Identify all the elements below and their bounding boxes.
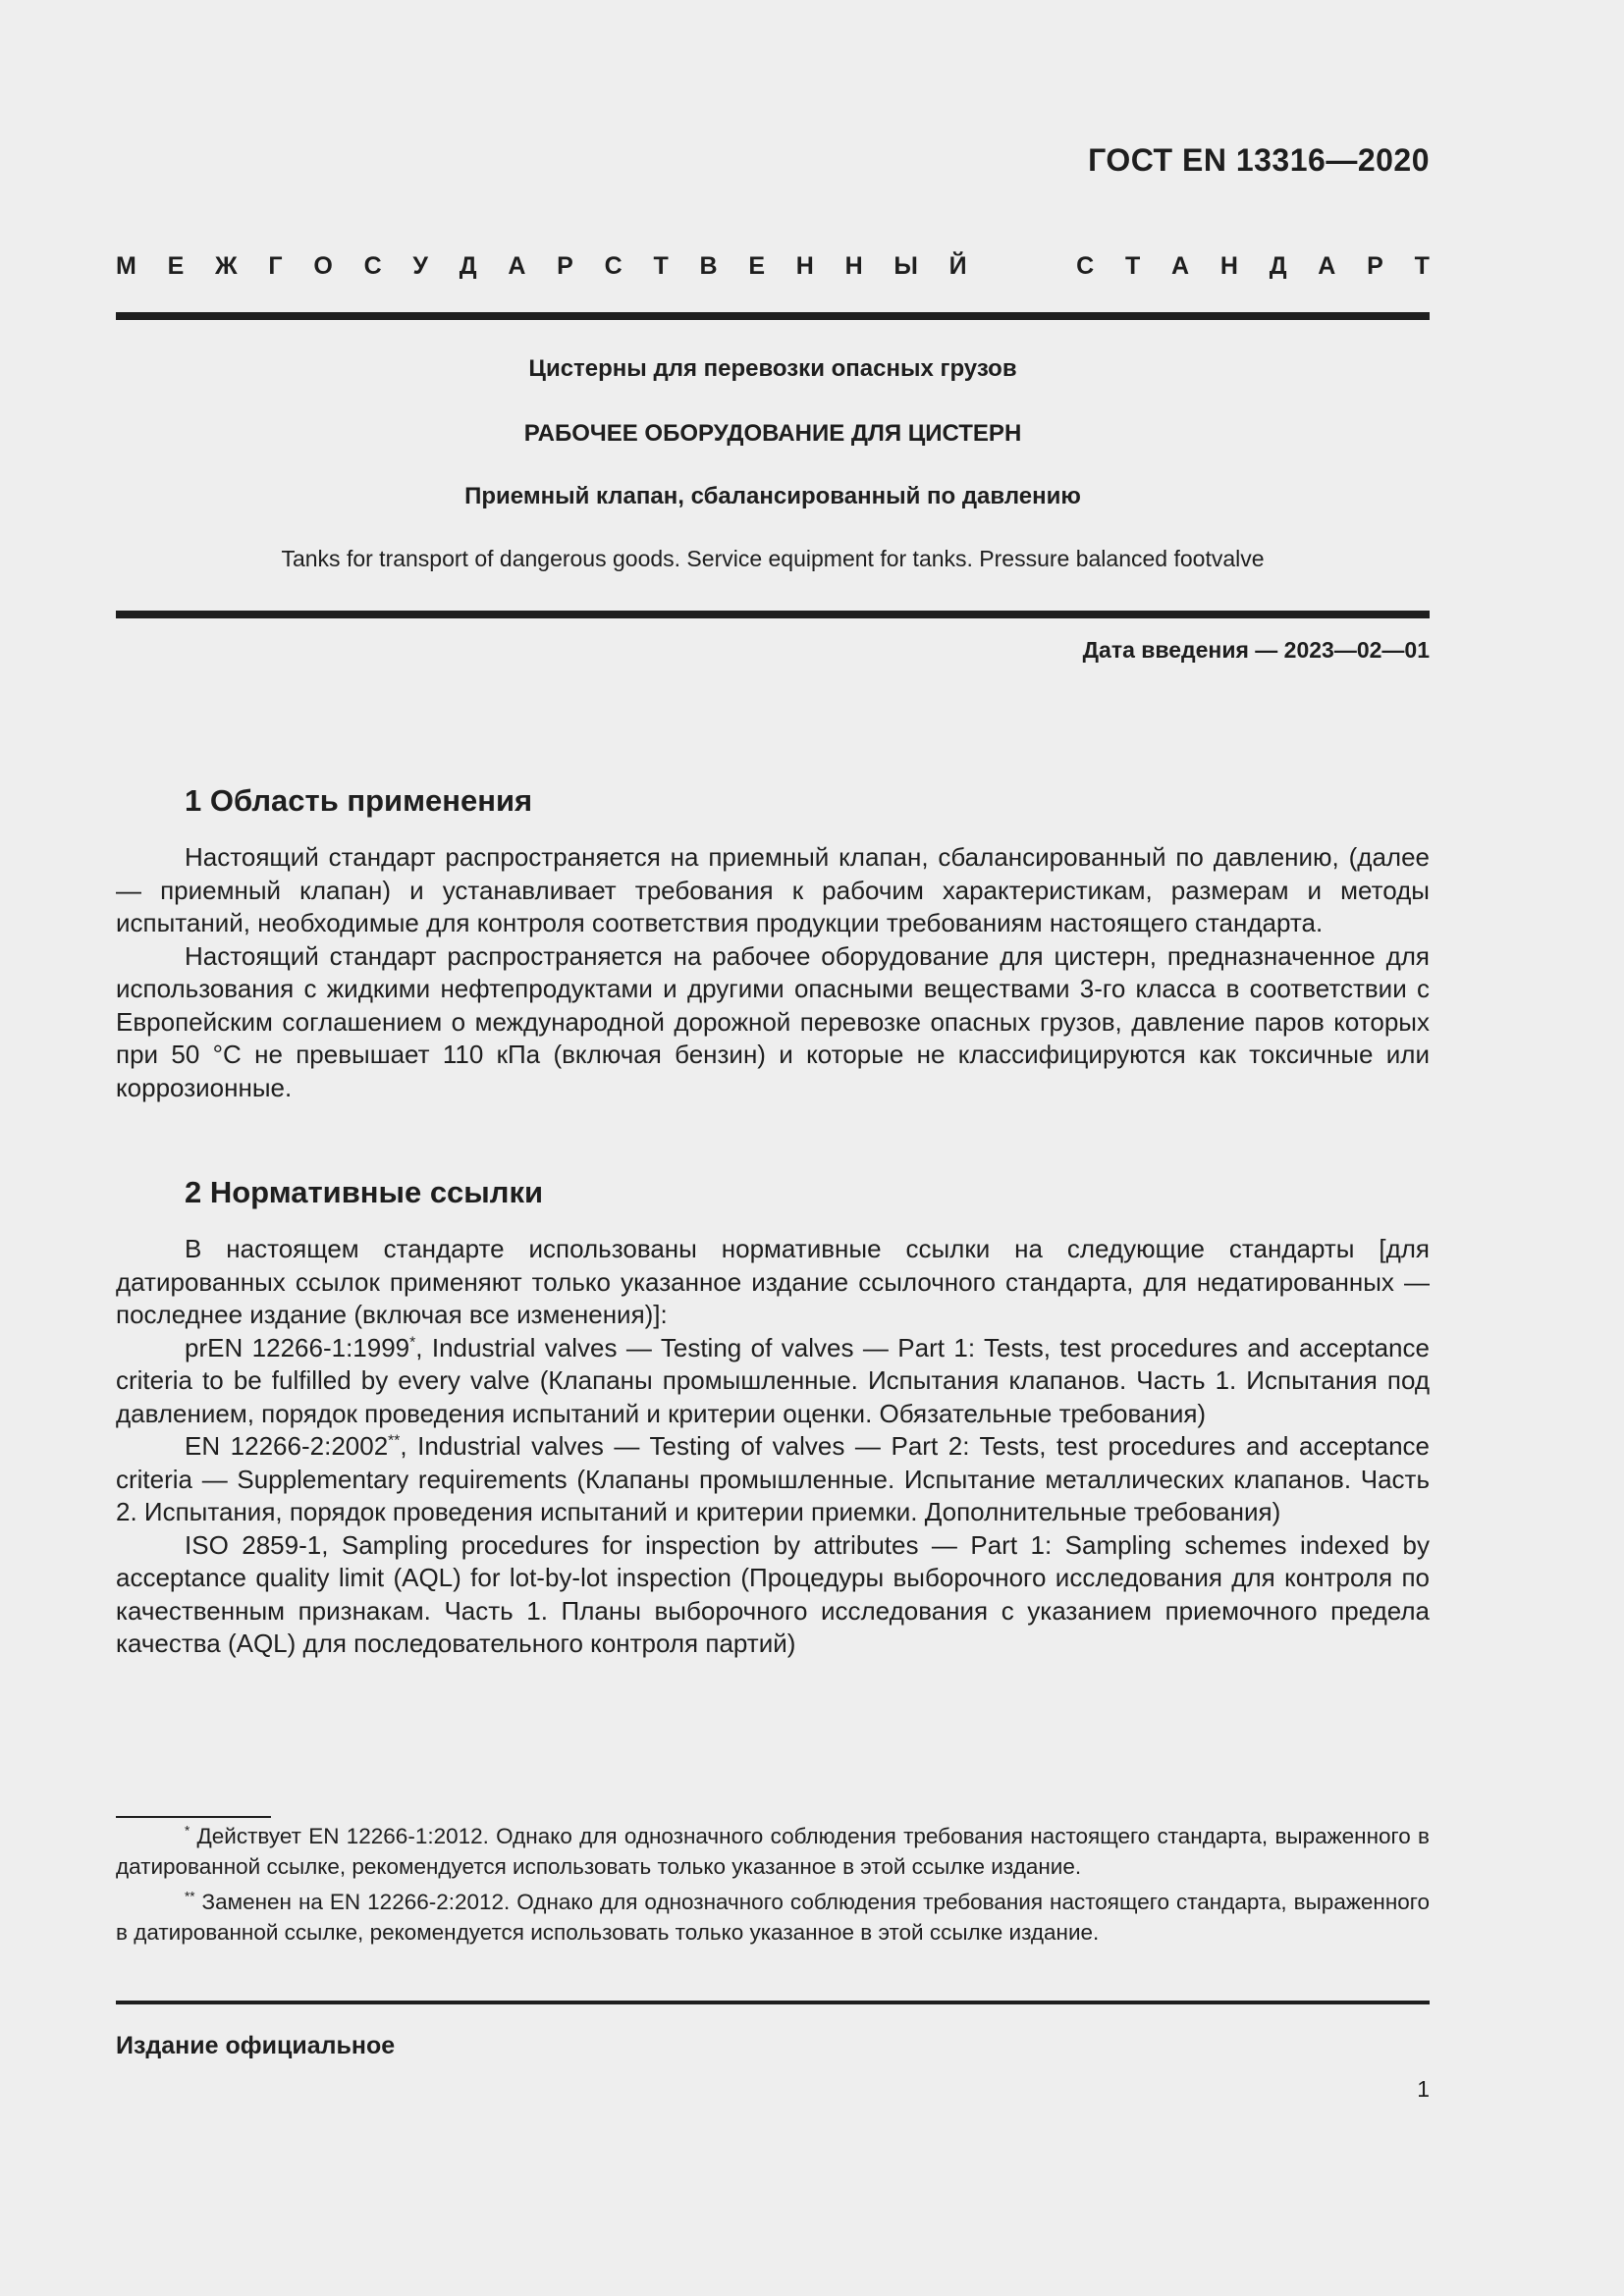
footnotes	[116, 1822, 1430, 1953]
standard-id: ГОСТ EN 13316—2020	[1088, 142, 1430, 178]
introduction-date: Дата введения — 2023—02—01	[1082, 637, 1430, 663]
footnote-marker: **	[388, 1432, 401, 1450]
category-letter: Е	[748, 252, 765, 280]
category-letter: С	[363, 252, 382, 280]
title-english: Tanks for transport of dangerous goods. Service equipment for tanks. Pressure balanced footvalve	[281, 546, 1265, 571]
category-letter: А	[1171, 252, 1190, 280]
category-letter: Р	[1367, 252, 1383, 280]
header-divider	[116, 312, 1430, 320]
footnote-text: Действует EN 12266-1:2012. Однако для однозначного соблюдения требования настоящего стандарта, выраженного в датированной ссылке, рекомендуется использовать только указанное в этой ссылке издание.	[116, 1824, 1430, 1879]
official-edition-label: Издание официальное	[116, 2032, 396, 2059]
reference-text: , Industrial valves — Testing of valves — Part 1: Tests, test procedures and acceptance criteria to be fulfilled by every valve (Клапаны промышленные. Испытания клапанов. Часть 1. Испытания под давлением, порядок проведения испытаний и критерии оценки. Обязательные требования)	[116, 1332, 1430, 1428]
footnote-marker: **	[185, 1889, 195, 1904]
reference-item: ISO 2859-1, Sampling procedures for inspection by attributes — Part 1: Sampling schemes indexed by acceptance quality limit (AQL) for lot-by-lot inspection (Процедуры выборочного исследования для контроля по качественным признакам. Часть 1. Планы выборочного исследования с указанием приемочного предела качества (AQL) для последовательного контроля партий)	[116, 1529, 1430, 1658]
footnote-marker: *	[409, 1333, 416, 1351]
footnote	[116, 1888, 1430, 1948]
category-letter: Ы	[893, 252, 918, 280]
category-letter: У	[412, 252, 428, 280]
category-letter: Н	[1219, 252, 1238, 280]
reference-text: , Industrial valves — Testing of valves — Part 2: Tests, test procedures and acceptance criteria — Supplementary requirements (Клапаны промышленные. Испытание металлических клапанов. Часть 2. Испытания, порядок проведения испытаний и критерии приемки. Дополнительные требования)	[116, 1431, 1430, 1526]
reference-item	[116, 1332, 1430, 1431]
category-letter: Г	[268, 252, 283, 280]
category-letter: Т	[1125, 252, 1141, 280]
category-letter: В	[699, 252, 718, 280]
word-gap	[998, 252, 1045, 281]
section-1-heading: 1 Область применения	[185, 783, 533, 818]
category-letter: С	[1076, 252, 1095, 280]
footnote-divider	[116, 1816, 271, 1818]
category-letter: А	[1318, 252, 1336, 280]
category-letter: Т	[1414, 252, 1430, 280]
reference-code: EN 12266-2:2002	[185, 1431, 389, 1461]
category-letter: Т	[653, 252, 669, 280]
category-letter: Н	[795, 252, 814, 280]
category-letter: М	[116, 252, 136, 280]
category-letter: О	[313, 252, 333, 280]
paragraph: Настоящий стандарт распространяется на приемный клапан, сбалансированный по давлению, (далее — приемный клапан) и устанавливает требования к рабочим характеристикам, размерам и методы испытаний, необходимые для контроля соответствия продукции требованиям настоящего стандарта.	[116, 842, 1430, 937]
section-1-body	[116, 841, 1430, 1104]
category-letter: Е	[167, 252, 185, 280]
document-page	[116, 0, 1430, 2296]
section-2-heading: 2 Нормативные ссылки	[185, 1175, 544, 1209]
category-letter: Р	[557, 252, 573, 280]
reference-code: prEN 12266-1:1999	[185, 1332, 410, 1362]
footnote	[116, 1822, 1430, 1882]
footnote-marker: *	[185, 1823, 190, 1839]
category-letter: А	[508, 252, 526, 280]
section-2-body	[116, 1233, 1430, 1661]
page-number: 1	[1417, 2076, 1430, 2102]
title-divider	[116, 611, 1430, 618]
footnote-text: Заменен на EN 12266-2:2012. Однако для однозначного соблюдения требования настоящего стандарта, выраженного в датированной ссылке, рекомендуется использовать только указанное в этой ссылке издание.	[116, 1890, 1430, 1945]
category-letter: Д	[1269, 252, 1287, 280]
title-line-2: РАБОЧЕЕ ОБОРУДОВАНИЕ ДЛЯ ЦИСТЕРН	[523, 420, 1022, 447]
standard-category	[116, 252, 1430, 281]
paragraph: Настоящий стандарт распространяется на рабочее оборудование для цистерн, предназначенное для использования с жидкими нефтепродуктами и другими опасными веществами 3-го класса в соответствии с Европейским соглашением о международной дорожной перевозке опасных грузов, давление паров которых при 50 °С не превышает 110 кПа (включая бензин) и которые не классифицируются как токсичные или коррозионные.	[116, 940, 1430, 1102]
title-line-1: Цистерны для перевозки опасных грузов	[528, 355, 1017, 382]
category-letter: С	[604, 252, 623, 280]
footer-divider	[116, 2001, 1430, 2004]
category-letter: Н	[844, 252, 863, 280]
reference-item	[116, 1430, 1430, 1529]
category-letter: Ж	[215, 252, 238, 280]
category-letter: Й	[948, 252, 967, 280]
paragraph: В настоящем стандарте использованы нормативные ссылки на следующие стандарты [для датированных ссылок применяют только указанное издание ссылочного стандарта, для недатированных — последнее издание (включая все изменения)]:	[116, 1234, 1430, 1329]
title-line-3: Приемный клапан, сбалансированный по давлению	[464, 483, 1081, 509]
category-letter: Д	[459, 252, 477, 280]
